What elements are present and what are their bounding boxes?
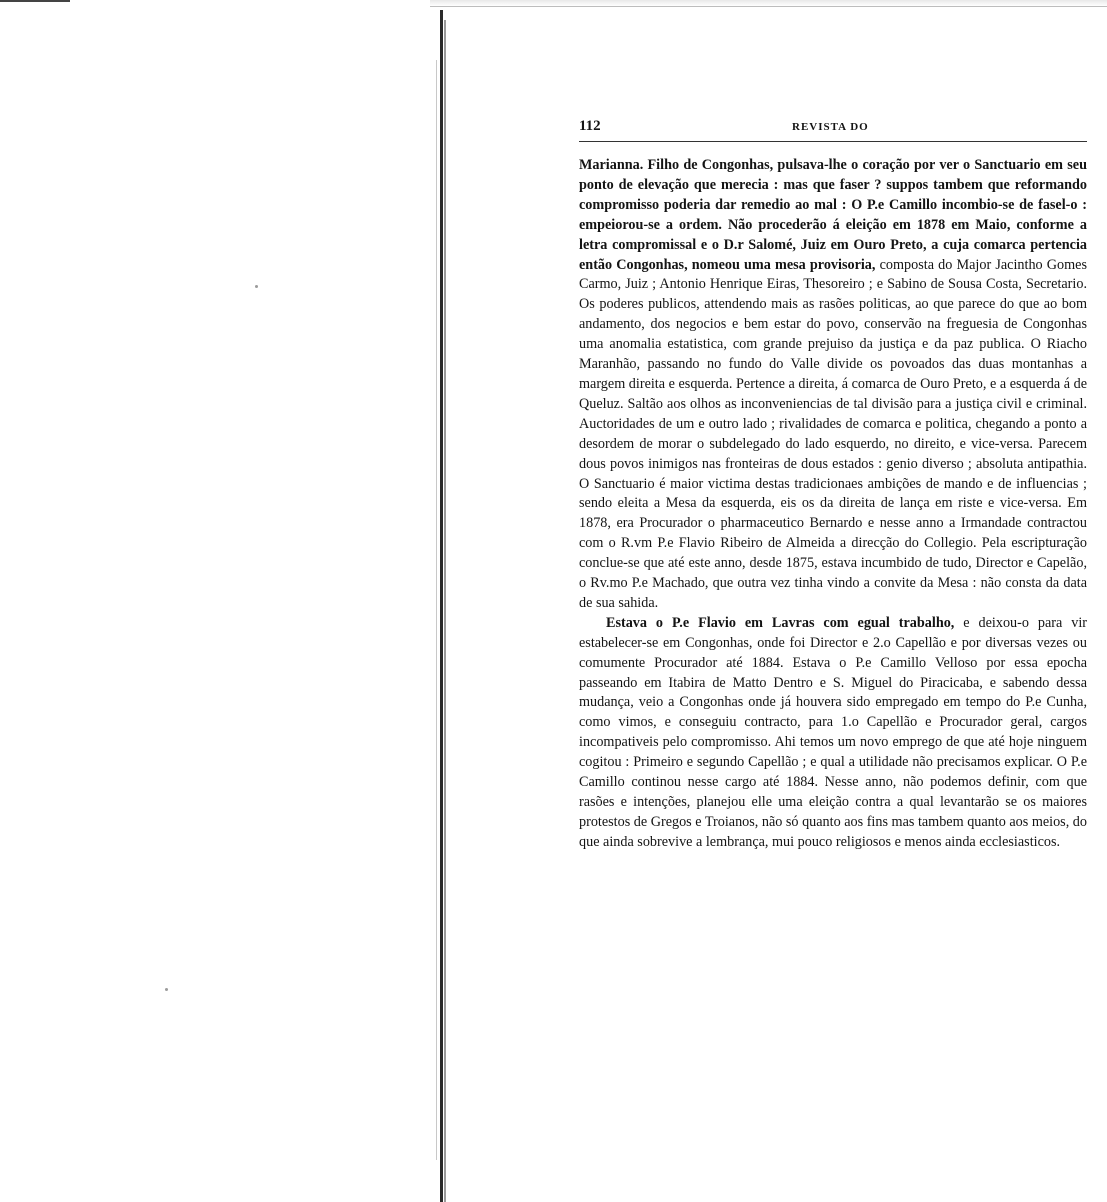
paragraph-1	[579, 156, 1087, 614]
paragraph-text: composta do Major Jacintho Gomes Carmo, Juiz ; Antonio Henrique Eiras, Thesoreiro ; e Sabino de Sousa Costa, Secretario. Os poderes publicos, attendendo mais as rasões politicas, ao que parece do que ao bom andamento, dos negocios e bem estar do povo, conservão na freguesia de Congonhas uma anomalia estatistica, com grande prejuiso da justiça e da paz publica. O Riacho Maranhão, passando no fundo do Valle divide os povoados das duas montanhas a margem direita e esquerda. Pertence a direita, á comarca de Ouro Preto, e a esquerda á de Queluz. Saltão aos olhos as inconveniencias de tal divisão para a justiça civil e criminal. Auctoridades de um e outro lado ; rivalidades de comarca e politica, chegando a ponto a desordem de morar o subdelegado do lado esquerdo, no direito, e vice-versa. Parecem dous povos inimigos nas fronteiras de dous estados : genio diverso ; absoluta antipathia. O Sanctuario é maior victima destas tradicionaes ambições de mando e de influencias ; sendo eleita a Mesa da esquerda, eis os da direita de lança em riste e vice-versa. Em 1878, era Procurador o pharmaceutico Bernardo e nesse anno a Irmandade contractou com o R.vm P.e Flavio Ribeiro de Almeida a direcção do Collegio. Pela escripturação conclue-se que até este anno, desde 1875, estava incumbido de tudo, Director e Capelão, o Rv.mo P.e Machado, que outra vez tinha vindo a convite da Mesa : não consta da data de sua sahida.	[579, 256, 1087, 611]
page-number: 112	[579, 118, 601, 134]
paragraph-2	[579, 614, 1087, 853]
paper-speck	[255, 285, 258, 288]
paragraph-text-bold: Estava o P.e Flavio em Lavras com egual trabalho,	[606, 614, 964, 631]
body-text	[579, 156, 1087, 853]
facing-page-blank	[0, 0, 446, 1202]
page-top-edge	[430, 0, 1107, 7]
paragraph-text-bold: Marianna. Filho de Congonhas, pulsava-lhe o coração por ver o Sanctuario em seu ponto de elevação que merecia : mas que faser ? suppos tambem que reformando compromisso poderia dar remedio ao mal : O P.e Camillo incombio-se de fasel-o : empeiorou-se a ordem. Não procederão á eleição em 1878 em Maio, conforme a letra compromissal e o D.r Salomé, Juiz em Ouro Preto, a cuja comarca pertencia então Congonhas, nomeou uma mesa provisoria,	[579, 157, 1087, 273]
paper-speck	[165, 988, 168, 991]
book-spine	[430, 0, 460, 1202]
header-rule	[579, 141, 1087, 142]
paragraph-text: e deixou-o para vir estabelecer-se em Congonhas, onde foi Director e 2.o Capellão e por diversas vezes ou comumente Procurador até 1884. Estava o P.e Camillo Velloso por essa epocha passeando em Itabira de Matto Dentro e S. Miguel do Piracicaba, e sabendo dessa mudança, veio a Congonhas onde já houvera sido empregado em tempo do P.e Cunha, como vimos, e conseguiu contracto, para 1.o Capellão e Procurador geral, cargos incompativeis pelo compromisso. Ahi temos um novo emprego de que até hoje ninguem cogitou : Primeiro e segundo Capellão ; e qual a utilidade não precisamos explicar. O P.e Camillo continou nesse cargo até 1884. Nesse anno, não podemos definir, com que rasões e intenções, planejou elle uma eleição contra a qual levantarão se os maiores protestos de Gregos e Troianos, não só quanto aos fins mas tambem quanto aos meios, do que ainda sobrevive a lembrança, mui pouco religiosos e menos ainda ecclesiasticos.	[579, 614, 1087, 850]
page-header	[579, 118, 1087, 140]
facing-page-edge	[0, 0, 70, 2]
running-title: REVISTA DO	[792, 121, 869, 133]
